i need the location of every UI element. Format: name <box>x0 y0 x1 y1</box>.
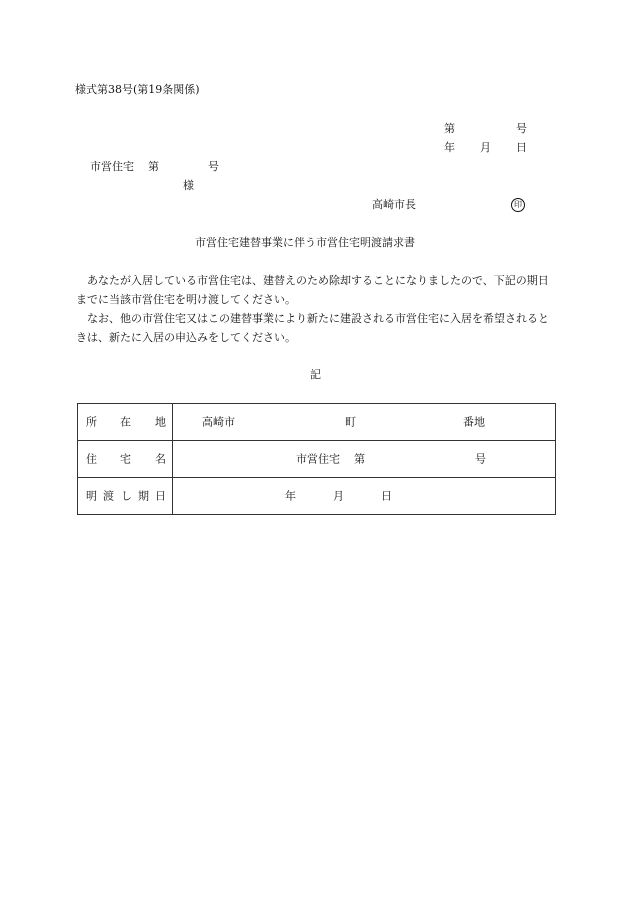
vacate-date-label-char: 日 <box>155 489 166 503</box>
date-day: 日 <box>516 141 527 154</box>
form-number: 様式第38号(第19条関係) <box>75 83 200 96</box>
location-lot: 番地 <box>463 415 485 429</box>
vacate-date-label-char: 渡 <box>103 489 114 503</box>
table-row-location <box>78 404 556 441</box>
vacate-date-month: 月 <box>333 489 344 503</box>
body-paragraph-2: なお、他の市営住宅又はこの建替事業により新たに建設される市営住宅に入居を希望されるときは、新たに入居の申込みをしてください。 <box>76 312 549 344</box>
housing-name-label-char: 住 <box>86 452 97 466</box>
location-city: 高崎市 <box>202 415 235 429</box>
sender-mayor: 高崎市長 <box>372 198 416 211</box>
housing-name-suffix: 号 <box>475 452 486 466</box>
addressee-number-suffix: 号 <box>208 160 219 173</box>
location-label-char: 所 <box>86 415 97 429</box>
location-value-cell <box>173 404 556 441</box>
date-month: 月 <box>480 141 491 154</box>
housing-name-label-char: 宅 <box>120 452 131 466</box>
seal-mark: 印 <box>511 198 525 212</box>
vacate-date-value-cell <box>173 478 556 515</box>
housing-name-label-cell <box>78 441 173 478</box>
vacate-date-label-char: 明 <box>86 489 97 503</box>
vacate-date-label-cell <box>78 478 173 515</box>
document-number-prefix: 第 <box>444 122 455 135</box>
location-label-char: 在 <box>120 415 131 429</box>
vacate-date-label-char: し <box>121 489 132 503</box>
table-row-housing-name <box>78 441 556 478</box>
date-year: 年 <box>444 141 455 154</box>
document-number-suffix: 号 <box>516 122 527 135</box>
addressee-number-prefix: 第 <box>148 160 159 173</box>
addressee-housing-label: 市営住宅 <box>90 160 134 173</box>
housing-name-housing: 市営住宅 <box>296 452 340 466</box>
body-paragraph-1: あなたが入居している市営住宅は、建替えのため除却することになりましたので、下記の期日までに当該市営住宅を明け渡してください。 <box>76 274 549 306</box>
addressee-honorific: 様 <box>183 179 194 192</box>
location-town: 町 <box>345 415 356 429</box>
housing-name-prefix: 第 <box>354 452 365 466</box>
housing-name-label-char: 名 <box>155 452 166 466</box>
location-label-cell <box>78 404 173 441</box>
vacate-date-year: 年 <box>285 489 296 503</box>
housing-name-value-cell <box>173 441 556 478</box>
info-table <box>77 403 556 515</box>
vacate-date-day: 日 <box>381 489 392 503</box>
location-label-char: 地 <box>155 415 166 429</box>
record-mark: 記 <box>310 368 321 381</box>
document-title: 市営住宅建替事業に伴う市営住宅明渡請求書 <box>195 236 415 249</box>
table-row-vacate-date <box>78 478 556 515</box>
vacate-date-label-char: 期 <box>138 489 149 503</box>
